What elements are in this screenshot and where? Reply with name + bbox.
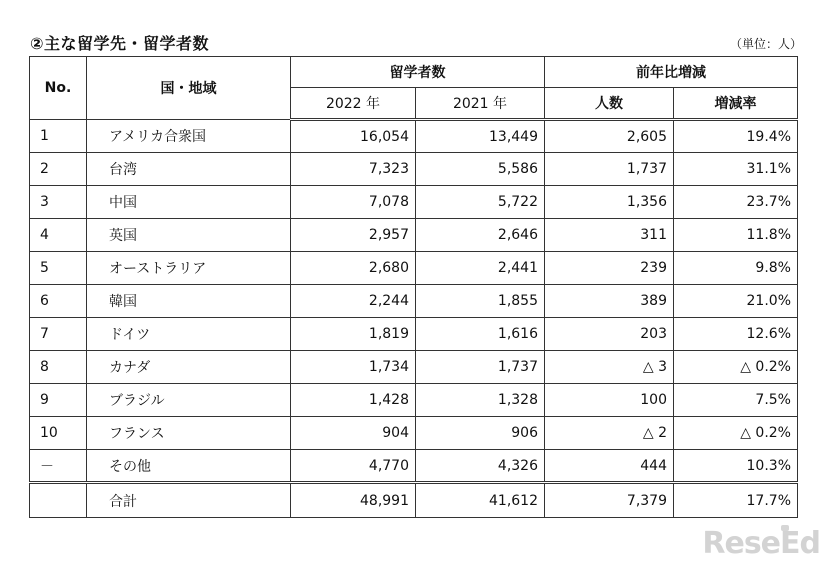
table-row bbox=[30, 120, 798, 153]
cell-2021: 2,646 bbox=[416, 219, 545, 252]
cell-region: アメリカ合衆国 bbox=[87, 120, 291, 153]
cell-no: 4 bbox=[30, 219, 87, 252]
cell-no: － bbox=[30, 450, 87, 483]
cell-rate: 9.8% bbox=[674, 252, 798, 285]
cell-rate: 21.0% bbox=[674, 285, 798, 318]
cell-2021: 1,737 bbox=[416, 351, 545, 384]
cell-region: オーストラリア bbox=[87, 252, 291, 285]
cell-no: 3 bbox=[30, 186, 87, 219]
total-cell-2021: 41,612 bbox=[416, 483, 545, 518]
cell-2022: 4,770 bbox=[291, 450, 416, 483]
cell-diff: 2,605 bbox=[545, 120, 674, 153]
header-region: 国・地域 bbox=[87, 57, 291, 120]
cell-rate: △ 0.2% bbox=[674, 417, 798, 450]
total-cell-region: 合計 bbox=[87, 483, 291, 518]
cell-region: ドイツ bbox=[87, 318, 291, 351]
cell-region: 英国 bbox=[87, 219, 291, 252]
cell-diff: △ 2 bbox=[545, 417, 674, 450]
cell-region: その他 bbox=[87, 450, 291, 483]
cell-2021: 1,855 bbox=[416, 285, 545, 318]
cell-region: 韓国 bbox=[87, 285, 291, 318]
cell-2022: 7,078 bbox=[291, 186, 416, 219]
cell-diff: 444 bbox=[545, 450, 674, 483]
header-count: 人数 bbox=[545, 88, 674, 120]
students-table bbox=[29, 56, 798, 518]
cell-2022: 2,244 bbox=[291, 285, 416, 318]
unit-note: （単位：人） bbox=[729, 37, 802, 51]
cell-no: 7 bbox=[30, 318, 87, 351]
page-title: ②主な留学先・留学者数 bbox=[30, 34, 210, 53]
cell-diff: 1,356 bbox=[545, 186, 674, 219]
total-cell-2022: 48,991 bbox=[291, 483, 416, 518]
cell-2021: 1,616 bbox=[416, 318, 545, 351]
cell-no: 9 bbox=[30, 384, 87, 417]
header-change: 前年比増減 bbox=[545, 57, 798, 88]
cell-region: ブラジル bbox=[87, 384, 291, 417]
total-cell-rate: 17.7% bbox=[674, 483, 798, 518]
header-no: No. bbox=[30, 57, 87, 120]
cell-2022: 2,680 bbox=[291, 252, 416, 285]
cell-rate: 11.8% bbox=[674, 219, 798, 252]
cell-2021: 906 bbox=[416, 417, 545, 450]
cell-rate: △ 0.2% bbox=[674, 351, 798, 384]
cell-no: 8 bbox=[30, 351, 87, 384]
table-row bbox=[30, 219, 798, 252]
cell-2021: 4,326 bbox=[416, 450, 545, 483]
cell-rate: 19.4% bbox=[674, 120, 798, 153]
cell-diff: 1,737 bbox=[545, 153, 674, 186]
cell-region: カナダ bbox=[87, 351, 291, 384]
table-row bbox=[30, 450, 798, 483]
cell-2022: 1,428 bbox=[291, 384, 416, 417]
cell-2022: 1,819 bbox=[291, 318, 416, 351]
cell-diff: 239 bbox=[545, 252, 674, 285]
table-row bbox=[30, 285, 798, 318]
resemom-logo: ReseEd bbox=[702, 526, 820, 561]
cell-diff: 389 bbox=[545, 285, 674, 318]
cell-no: 10 bbox=[30, 417, 87, 450]
cell-2022: 904 bbox=[291, 417, 416, 450]
cell-no: 1 bbox=[30, 120, 87, 153]
cell-2022: 2,957 bbox=[291, 219, 416, 252]
cell-2021: 5,722 bbox=[416, 186, 545, 219]
cell-2022: 16,054 bbox=[291, 120, 416, 153]
cell-diff: 203 bbox=[545, 318, 674, 351]
table-row bbox=[30, 351, 798, 384]
cell-rate: 12.6% bbox=[674, 318, 798, 351]
header-rate: 増減率 bbox=[674, 88, 798, 120]
header-row-1 bbox=[30, 57, 798, 88]
total-cell-no bbox=[30, 483, 87, 518]
cell-region: フランス bbox=[87, 417, 291, 450]
header-students: 留学者数 bbox=[291, 57, 545, 88]
cell-diff: 100 bbox=[545, 384, 674, 417]
table-row bbox=[30, 252, 798, 285]
cell-2022: 1,734 bbox=[291, 351, 416, 384]
table-row bbox=[30, 318, 798, 351]
cell-region: 台湾 bbox=[87, 153, 291, 186]
table-body bbox=[30, 120, 798, 518]
cell-2021: 1,328 bbox=[416, 384, 545, 417]
table-row bbox=[30, 417, 798, 450]
cell-rate: 10.3% bbox=[674, 450, 798, 483]
cell-diff: △ 3 bbox=[545, 351, 674, 384]
cell-region: 中国 bbox=[87, 186, 291, 219]
header-year-2022: 2022 年 bbox=[291, 88, 416, 120]
cell-2021: 2,441 bbox=[416, 252, 545, 285]
cell-rate: 31.1% bbox=[674, 153, 798, 186]
cell-2021: 13,449 bbox=[416, 120, 545, 153]
table-row bbox=[30, 186, 798, 219]
total-cell-diff: 7,379 bbox=[545, 483, 674, 518]
table-row bbox=[30, 384, 798, 417]
cell-2022: 7,323 bbox=[291, 153, 416, 186]
cell-2021: 5,586 bbox=[416, 153, 545, 186]
table-row bbox=[30, 153, 798, 186]
cell-rate: 23.7% bbox=[674, 186, 798, 219]
cell-no: 6 bbox=[30, 285, 87, 318]
total-row bbox=[30, 483, 798, 518]
cell-no: 2 bbox=[30, 153, 87, 186]
cell-rate: 7.5% bbox=[674, 384, 798, 417]
cell-no: 5 bbox=[30, 252, 87, 285]
cell-diff: 311 bbox=[545, 219, 674, 252]
header-year-2021: 2021 年 bbox=[416, 88, 545, 120]
